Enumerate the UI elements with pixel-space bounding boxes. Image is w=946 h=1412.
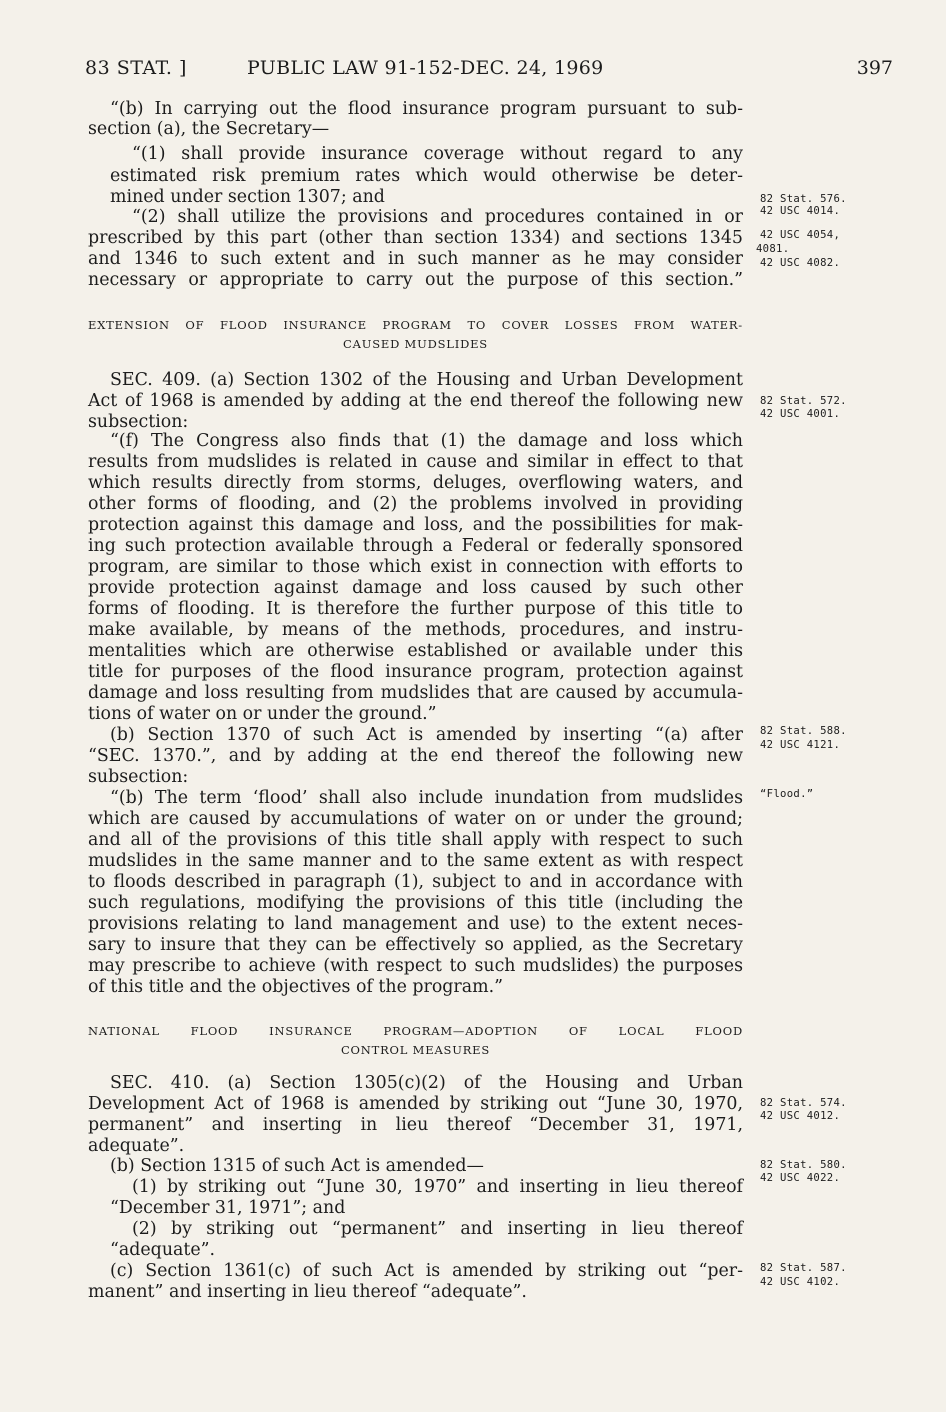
- text-line: provisions relating to land management and use) to the extent neces-: [88, 914, 743, 934]
- text-line: adequate”.: [88, 1136, 185, 1156]
- text-line: “(f) The Congress also finds that (1) the damage and loss which: [110, 431, 743, 451]
- page-header: [85, 57, 893, 83]
- margin-citation: 42 USC 4121.: [760, 739, 841, 751]
- text-line: (b) Section 1315 of such Act is amended—: [110, 1156, 484, 1176]
- text-line: title for purposes of the flood insurance program, protection against: [88, 662, 743, 682]
- text-line: such regulations, modifying the provisions of this title (including the: [88, 893, 743, 913]
- text-line: permanent” and inserting in lieu thereof “December 31, 1971,: [88, 1115, 743, 1135]
- text-line: SEC. 410. (a) Section 1305(c)(2) of the Housing and Urban: [110, 1073, 743, 1093]
- text-line: subsection:: [88, 767, 189, 787]
- text-line: tions of water on or under the ground.”: [88, 704, 437, 724]
- text-line: “SEC. 1370.”, and by adding at the end thereof the following new: [88, 746, 743, 766]
- text-line: manent” and inserting in lieu thereof “adequate”.: [88, 1282, 527, 1302]
- margin-citation: 42 USC 4082.: [760, 257, 841, 269]
- text-line: (1) by striking out “June 30, 1970” and inserting in lieu thereof: [132, 1177, 743, 1197]
- text-line: necessary or appropriate to carry out the purpose of this section.”: [88, 270, 743, 290]
- text-line: Act of 1968 is amended by adding at the end thereof the following new: [88, 391, 743, 411]
- text-line: other forms of flooding, and (2) the problems involved in providing: [88, 494, 743, 514]
- text-line: protection against this damage and loss, and the possibilities for mak-: [88, 515, 743, 535]
- margin-citation: 42 USC 4014.: [760, 205, 841, 217]
- margin-citation: 82 Stat. 574.: [760, 1097, 847, 1109]
- text-line: program, are similar to those which exist in connection with efforts to: [88, 557, 743, 577]
- text-line: (b) Section 1370 of such Act is amended by inserting “(a) after: [110, 725, 743, 745]
- text-line: which are caused by accumulations of water on or under the ground;: [88, 809, 743, 829]
- margin-citation: 82 Stat. 588.: [760, 725, 847, 737]
- margin-citation: 82 Stat. 576.: [760, 193, 847, 205]
- margin-citation: 4081.: [756, 243, 790, 255]
- page-title: PUBLIC LAW 91-152-DEC. 24, 1969: [247, 57, 604, 79]
- text-line: forms of flooding. It is therefore the further purpose of this title to: [88, 599, 743, 619]
- text-line: damage and loss resulting from mudslides that are caused by accumula-: [88, 683, 743, 703]
- text-line: SEC. 409. (a) Section 1302 of the Housing and Urban Development: [110, 370, 743, 390]
- text-line: prescribed by this part (other than section 1334) and sections 1345: [88, 228, 743, 248]
- text-line: mined under section 1307; and: [110, 187, 385, 207]
- section-heading: CONTROL MEASURES: [340, 1043, 491, 1057]
- text-line: and 1346 to such extent and in such manner as he may consider: [88, 249, 743, 269]
- section-heading: CAUSED MUDSLIDES: [343, 337, 488, 351]
- text-line: may prescribe to achieve (with respect to such mudslides) the purposes: [88, 956, 743, 976]
- text-line: ing such protection available through a Federal or federally sponsored: [88, 536, 743, 556]
- text-line: “December 31, 1971”; and: [110, 1198, 346, 1218]
- text-line: section (a), the Secretary—: [88, 119, 330, 139]
- margin-citation: 42 USC 4022.: [760, 1172, 841, 1184]
- page-number: 397: [856, 57, 893, 79]
- section-heading: NATIONAL FLOOD INSURANCE PROGRAM—ADOPTION OF LOCAL FLOOD: [88, 1024, 743, 1038]
- statute-reference: 83 STAT. ]: [85, 57, 187, 79]
- text-line: “(b) The term ‘flood’ shall also include inundation from mudslides: [110, 788, 743, 808]
- text-line: “(b) In carrying out the flood insurance program pursuant to sub-: [110, 99, 743, 119]
- margin-citation: 82 Stat. 587.: [760, 1262, 847, 1274]
- text-line: (c) Section 1361(c) of such Act is amended by striking out “per-: [110, 1261, 743, 1281]
- text-line: sary to insure that they can be effectively so applied, as the Secretary: [88, 935, 743, 955]
- margin-definition: “Flood.”: [760, 788, 814, 800]
- text-line: results from mudslides is related in cause and similar in effect to that: [88, 452, 743, 472]
- section-heading: EXTENSION OF FLOOD INSURANCE PROGRAM TO COVER LOSSES FROM WATER-: [88, 318, 743, 332]
- margin-citation: 82 Stat. 580.: [760, 1159, 847, 1171]
- text-line: “adequate”.: [110, 1240, 216, 1260]
- text-line: to floods described in paragraph (1), subject to and in accordance with: [88, 872, 743, 892]
- margin-citation: 82 Stat. 572.: [760, 395, 847, 407]
- text-line: (2) by striking out “permanent” and inserting in lieu thereof: [132, 1219, 743, 1239]
- text-line: and all of the provisions of this title shall apply with respect to such: [88, 830, 743, 850]
- margin-citation: 42 USC 4012.: [760, 1110, 841, 1122]
- text-line: mentalities which are otherwise established or available under this: [88, 641, 743, 661]
- text-line: subsection:: [88, 412, 189, 432]
- text-line: which results directly from storms, deluges, overflowing waters, and: [88, 473, 743, 493]
- text-line: provide protection against damage and loss caused by such other: [88, 578, 743, 598]
- text-line: mudslides in the same manner and to the same extent as with respect: [88, 851, 743, 871]
- text-line: of this title and the objectives of the program.”: [88, 977, 504, 997]
- margin-citation: 42 USC 4054,: [760, 229, 841, 241]
- text-line: “(2) shall utilize the provisions and procedures contained in or: [132, 207, 743, 227]
- text-line: Development Act of 1968 is amended by striking out “June 30, 1970,: [88, 1094, 743, 1114]
- text-line: estimated risk premium rates which would otherwise be deter-: [110, 166, 743, 186]
- text-line: “(1) shall provide insurance coverage without regard to any: [132, 144, 743, 164]
- margin-citation: 42 USC 4001.: [760, 408, 841, 420]
- text-line: make available, by means of the methods, procedures, and instru-: [88, 620, 743, 640]
- margin-citation: 42 USC 4102.: [760, 1276, 841, 1288]
